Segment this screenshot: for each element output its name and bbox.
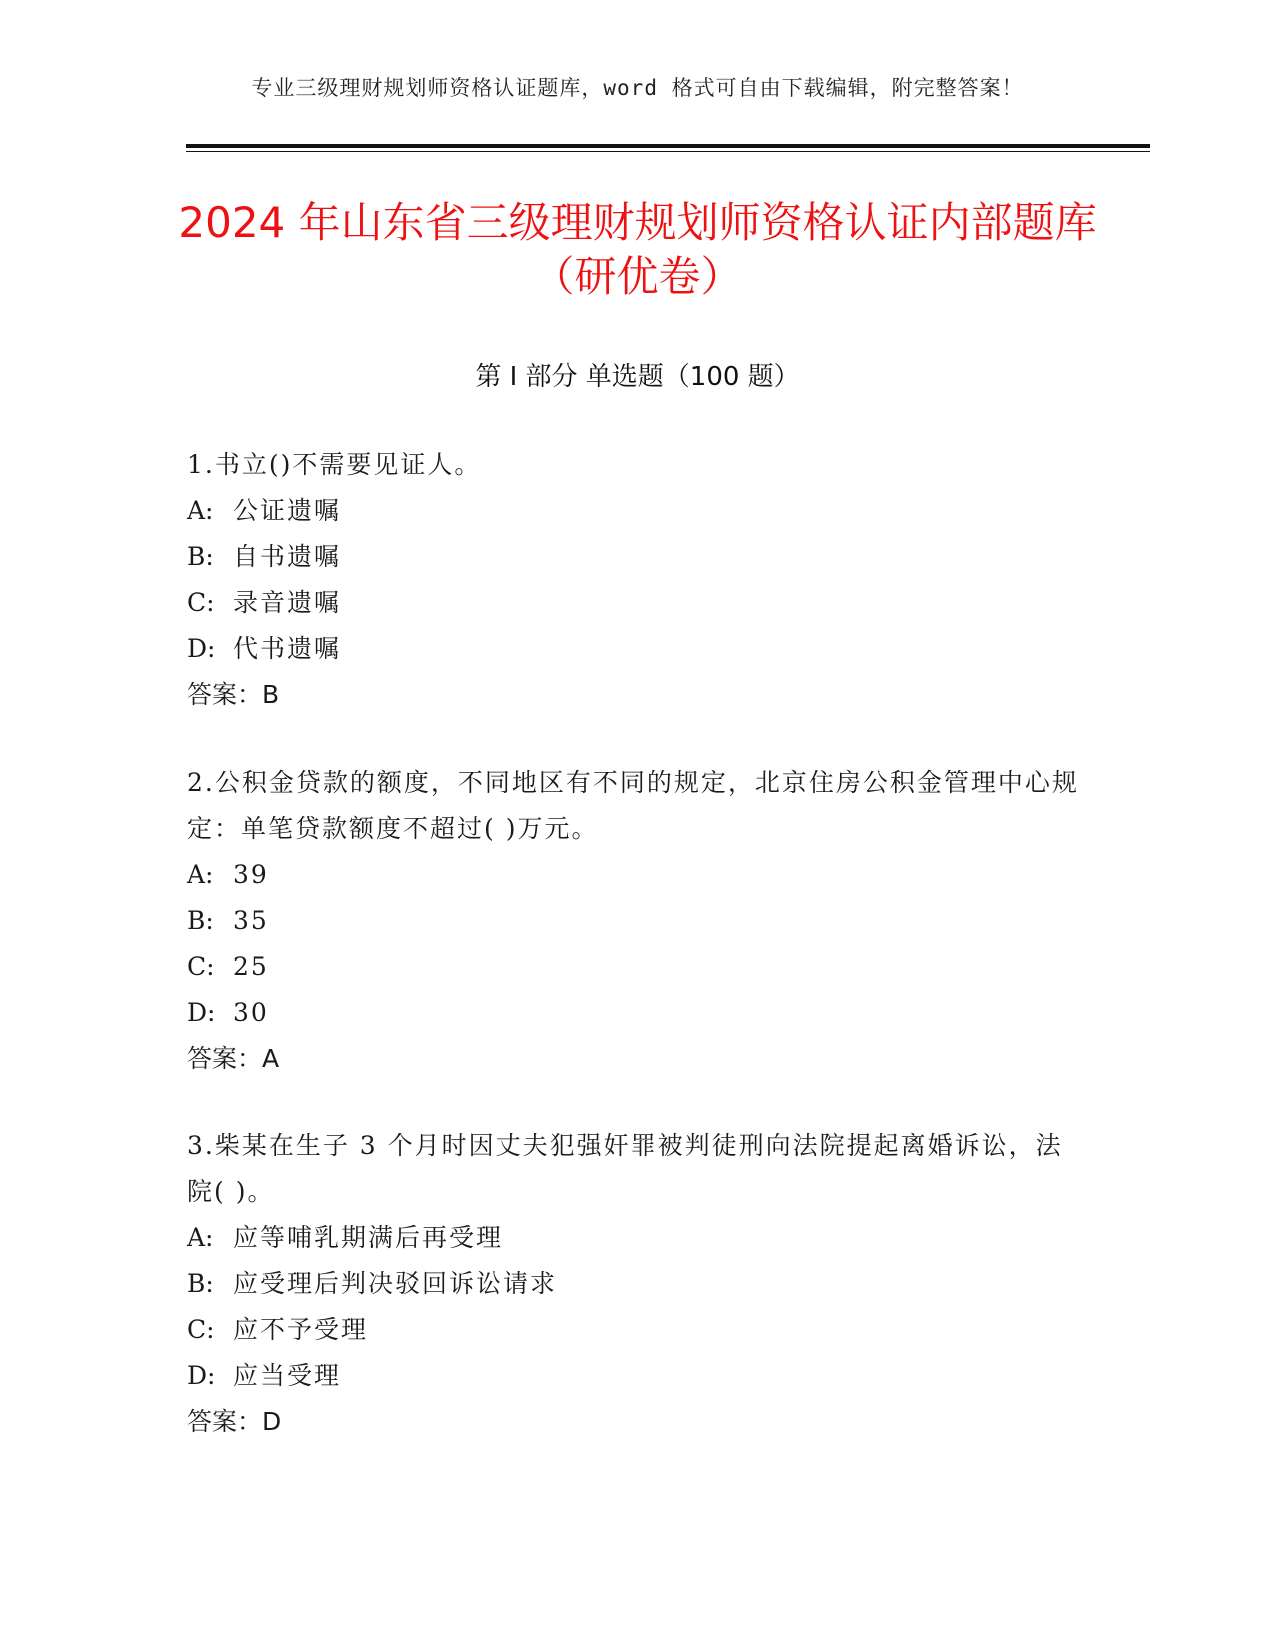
option-text: 公证遗嘱	[233, 496, 342, 525]
option-letter: C:	[187, 1315, 215, 1344]
option-a	[187, 488, 1087, 534]
option-b	[187, 1261, 1087, 1307]
option-d	[187, 626, 1087, 672]
option-letter: A:	[187, 1223, 214, 1252]
option-letter: A:	[187, 496, 214, 525]
answer: 答案：D	[187, 1407, 282, 1436]
option-text: 应当受理	[233, 1361, 342, 1390]
question-2	[187, 760, 1087, 1082]
question-3	[187, 1123, 1087, 1445]
option-text: 25	[233, 952, 269, 981]
option-letter: B:	[187, 906, 214, 935]
option-c	[187, 1307, 1087, 1353]
section-title: 第 I 部分 单选题（100 题）	[475, 362, 800, 392]
question-stem: 1.书立()不需要见证人。	[187, 450, 482, 479]
option-c	[187, 580, 1087, 626]
option-b	[187, 898, 1087, 944]
header-rule-thick	[186, 144, 1150, 148]
option-letter: A:	[187, 860, 214, 889]
option-d	[187, 1353, 1087, 1399]
option-letter: C:	[187, 952, 215, 981]
option-letter: B:	[187, 542, 214, 571]
header-note: 专业三级理财规划师资格认证题库，word 格式可自由下载编辑，附完整答案！	[251, 76, 1024, 100]
option-text: 应等哺乳期满后再受理	[233, 1223, 504, 1252]
option-text: 代书遗嘱	[233, 634, 342, 663]
question-1	[187, 442, 1087, 718]
option-letter: D:	[187, 1361, 216, 1390]
option-c	[187, 944, 1087, 990]
option-d	[187, 990, 1087, 1036]
option-a	[187, 1215, 1087, 1261]
option-letter: C:	[187, 588, 215, 617]
question-stem: 2.公积金贷款的额度，不同地区有不同的规定，北京住房公积金管理中心规定：单笔贷款额度不超过( )万元。	[187, 768, 1079, 843]
document-title: 2024 年山东省三级理财规划师资格认证内部题库（研优卷）	[178, 198, 1097, 301]
option-text: 应不予受理	[233, 1315, 369, 1344]
option-text: 录音遗嘱	[233, 588, 342, 617]
option-text: 应受理后判决驳回诉讼请求	[233, 1269, 558, 1298]
answer: 答案：B	[187, 680, 280, 709]
question-stem: 3.柴某在生子 3 个月时因丈夫犯强奸罪被判徒刑向法院提起离婚诉讼，法院( )。	[187, 1131, 1063, 1206]
option-text: 35	[233, 906, 269, 935]
option-letter: D:	[187, 634, 216, 663]
option-text: 30	[233, 998, 269, 1027]
option-a	[187, 852, 1087, 898]
answer: 答案：A	[187, 1044, 280, 1073]
option-letter: B:	[187, 1269, 214, 1298]
option-b	[187, 534, 1087, 580]
option-text: 39	[233, 860, 269, 889]
option-text: 自书遗嘱	[233, 542, 342, 571]
option-letter: D:	[187, 998, 216, 1027]
header-rule-thin	[186, 151, 1150, 152]
